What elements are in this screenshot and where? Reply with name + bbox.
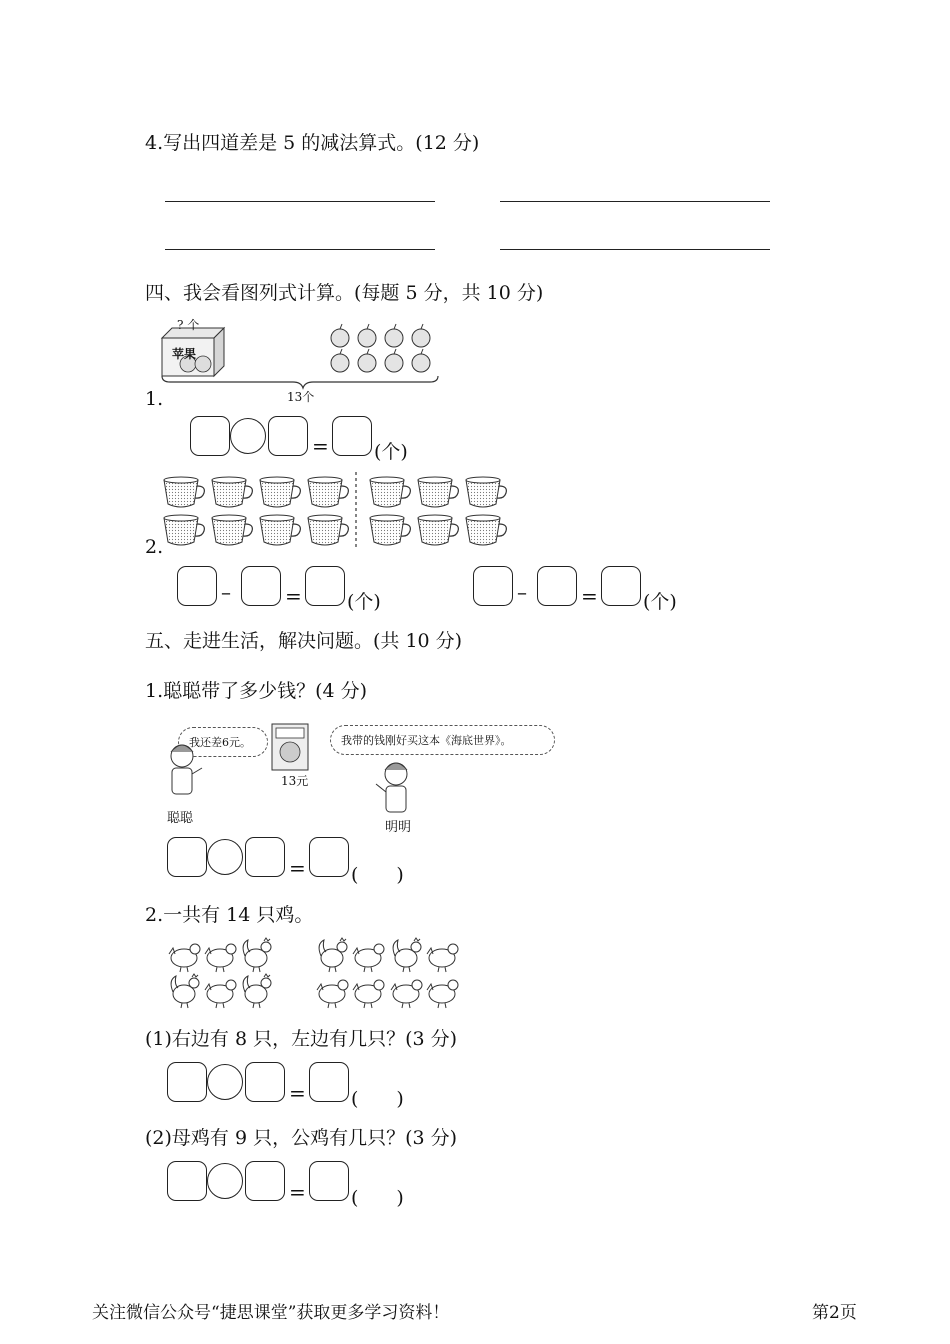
boy-cong-icon	[171, 745, 202, 794]
apple-icons	[331, 329, 430, 372]
equals-sign: =	[581, 584, 598, 608]
answer-box[interactable]	[190, 416, 230, 456]
answer-box[interactable]	[305, 566, 345, 606]
unit-blank: ( )	[351, 1088, 404, 1110]
cup-icons	[164, 477, 506, 545]
section-5-heading: 五、走进生活，解决问题。(共 10 分)	[145, 630, 463, 652]
page-number: 第2页	[812, 1303, 857, 1323]
problem-1-number: 1.	[145, 388, 164, 410]
equals-sign: =	[312, 434, 329, 458]
answer-box[interactable]	[601, 566, 641, 606]
unit-blank: ( )	[351, 864, 404, 886]
equals-sign: =	[289, 1180, 306, 1204]
operator-circle[interactable]	[207, 839, 243, 875]
apple-question-label: ? 个	[177, 318, 200, 332]
footer-note: 关注微信公众号“捷思课堂”获取更多学习资料！	[92, 1303, 450, 1323]
minus-sign: –	[221, 580, 231, 604]
s5-q2-sub2: (2)母鸡有 9 只，公鸡有几只？(3 分)	[145, 1127, 458, 1149]
apple-box-label: 苹果	[172, 347, 197, 361]
answer-box[interactable]	[473, 566, 513, 606]
section-4-heading: 四、我会看图列式计算。(每题 5 分，共 10 分)	[145, 282, 544, 304]
chicken-figure	[160, 934, 470, 1014]
equals-sign: =	[289, 1081, 306, 1105]
problem-2-number: 2.	[145, 536, 164, 558]
equals-sign: =	[285, 584, 302, 608]
boy-ming-icon	[376, 763, 407, 812]
answer-box[interactable]	[309, 1062, 349, 1102]
answer-box[interactable]	[268, 416, 308, 456]
answer-box[interactable]	[537, 566, 577, 606]
name-cong: 聪聪	[167, 811, 194, 826]
answer-box[interactable]	[332, 416, 372, 456]
answer-line-2[interactable]	[500, 201, 770, 202]
s5-q1-heading: 1.聪聪带了多少钱？(4 分)	[145, 680, 368, 702]
answer-box[interactable]	[177, 566, 217, 606]
unit-label: (个)	[643, 591, 677, 613]
answer-box[interactable]	[167, 837, 207, 877]
book-price: 13元	[281, 774, 309, 788]
operator-circle[interactable]	[207, 1163, 243, 1199]
apple-total-label: 13个	[287, 390, 315, 404]
answer-box[interactable]	[241, 566, 281, 606]
cup-problem-figure	[160, 470, 510, 550]
chicken-icons	[169, 938, 458, 1008]
name-ming: 明明	[385, 820, 412, 835]
answer-box[interactable]	[309, 837, 349, 877]
operator-circle[interactable]	[230, 418, 266, 454]
answer-box[interactable]	[245, 837, 285, 877]
unit-label: (个)	[374, 441, 408, 463]
equals-sign: =	[289, 856, 306, 880]
q4-heading: 4.写出四道差是 5 的减法算式。(12 分)	[145, 132, 480, 154]
minus-sign: –	[517, 580, 527, 604]
s5-q2-heading: 2.一共有 14 只鸡。	[145, 904, 314, 926]
money-problem-figure	[160, 720, 460, 820]
answer-box[interactable]	[309, 1161, 349, 1201]
operator-circle[interactable]	[207, 1064, 243, 1100]
s5-q2-sub1: (1)右边有 8 只，左边有几只？(3 分)	[145, 1028, 458, 1050]
answer-box[interactable]	[245, 1161, 285, 1201]
answer-line-4[interactable]	[500, 249, 770, 250]
bubble-left-text: 我还差6元。	[189, 736, 251, 749]
answer-line-3[interactable]	[165, 249, 435, 250]
unit-blank: ( )	[351, 1187, 404, 1209]
unit-label: (个)	[347, 591, 381, 613]
book-icon	[272, 724, 308, 770]
brace-icon	[162, 376, 438, 388]
answer-line-1[interactable]	[165, 201, 435, 202]
answer-box[interactable]	[167, 1062, 207, 1102]
bubble-right-text: 我带的钱刚好买这本《海底世界》。	[341, 734, 512, 747]
answer-box[interactable]	[245, 1062, 285, 1102]
answer-box[interactable]	[167, 1161, 207, 1201]
